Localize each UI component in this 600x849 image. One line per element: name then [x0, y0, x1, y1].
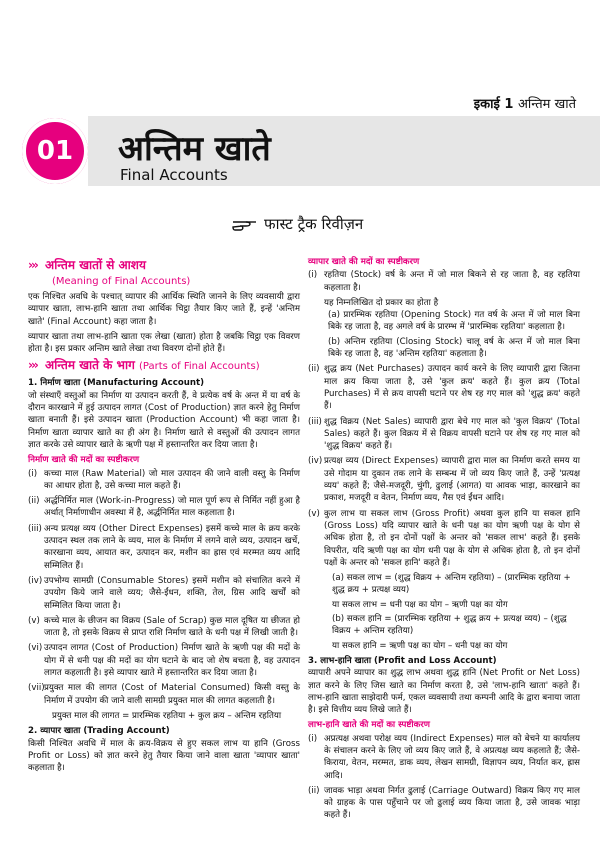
- chapter-number-badge: 01: [22, 118, 88, 184]
- paragraph: व्यापार खाता तथा लाभ-हानि खाता एक लेखा (खाता) होता है जबकि चिट्ठा एक विवरण होता है। इस प्रकार अन्तिम खाते लेखा तथा विवरण दोनों होते हैं।: [28, 331, 300, 355]
- list-item: (iv) प्रत्यक्ष व्यय (Direct Expenses) व्यापारी द्वारा माल का निर्माण करते समय या उसे गोदाम या दुकान तक लाने के सम्बन्ध में जो व्यय किए जाते हैं, उन्हें 'प्रत्यक्ष व्यय' कहते हैं; जैसे-मजदूरी, चुंगी, ढुलाई (आगत) या आवक भाड़ा, कारखाने का प्रकाश, मजदूरी व वेतन, निर्माण व्यय, गैस एवं ईंधन आदि।: [308, 456, 580, 504]
- section-heading-meaning: ››› अन्तिम खातों से आशय: [28, 258, 146, 272]
- list-item: (ii) शुद्ध क्रय (Net Purchases) उत्पादन कार्य करने के लिए व्यापारी द्वारा जितना माल क्रय किया जाता है, उसे 'कुल क्रय' कहते हैं। कुल क्रय (Total Purchases) में से क्रय वापसी घटाने पर शेष रह गए माल को 'शुद्ध क्रय' कहते हैं।: [308, 364, 580, 412]
- left-column: [28, 256, 300, 777]
- paragraph: एक निश्चित अवधि के पश्चात् व्यापार की आर्थिक स्थिति जानने के लिए व्यवसायी द्वारा व्यापार खाता, लाभ-हानि खाता तथा आर्थिक चिट्ठा तैयार किए जाते हैं, इन्हें 'अन्तिम खाते' (Final Account) कहा जाता है।: [28, 292, 300, 327]
- formula-gross-profit-alt: या सकल लाभ = धनी पक्ष का योग – ऋणी पक्ष का योग: [332, 599, 508, 610]
- section-arrow-icon: ›››: [28, 358, 37, 373]
- trading-items-list: [308, 269, 580, 294]
- list-item: (iii) अन्य प्रत्यक्ष व्यय (Other Direct Expenses) इसमें कच्चे माल के क्रय करके उत्पादन स्थल तक लाने के व्यय, माल के निर्माण में लगने वाले व्यय, उत्पादन खर्चे, कारखाना व्यय, आयात कर, उत्पादन कर, मशीन का ह्रास एवं मरम्मत व्यय आदि सम्मिलित हैं।: [28, 523, 300, 571]
- closing-stock: (b) अन्तिम रहतिया (Closing Stock) चालू वर्ष के अन्त में जो माल बिना बिके रह जाता है, वह 'अन्तिम रहतिया' कहलाता है।: [328, 336, 580, 360]
- unit-header: [474, 94, 576, 112]
- unit-title: अन्तिम खाते: [517, 97, 576, 112]
- list-item: (i) कच्चा माल (Raw Material) जो माल उत्पादन की जाने वाली वस्तु के निर्माण का आधार होता है, उसे कच्चा माल कहते हैं।: [28, 468, 300, 491]
- section-arrow-icon: ›››: [28, 258, 37, 272]
- chapter-title-english: Final Accounts: [120, 166, 228, 184]
- subheading-trading-items: व्यापार खाते की मदों का स्पष्टीकरण: [308, 257, 420, 267]
- list-item: (i) रहतिया (Stock) वर्ष के अन्त में जो माल बिकने से रह जाता है, वह रहतिया कहलाता है।: [308, 270, 580, 293]
- paragraph: व्यापारी अपने व्यापार का शुद्ध लाभ अथवा शुद्ध हानि (Net Profit or Net Loss) ज्ञात करने के लिए जिस खाते का निर्माण करता है, उसे 'लाभ-हानि खाता' कहते हैं। लाभ-हानि खाता साझेदारी फर्म, एकल व्यवसायी तथा कम्पनी आदि के द्वारा बनाया जाता है। इसे वित्तीय व्यय लिखे जाते हैं।: [308, 668, 580, 716]
- formula-gross-profit: (a) सकल लाभ = (शुद्ध विक्रय + अन्तिम रहतिया) – (प्रारम्भिक रहतिया + शुद्ध क्रय + प्रत्यक्ष व्यय): [332, 573, 571, 596]
- unit-number: इकाई 1: [473, 97, 514, 112]
- list-item: (v) कुल लाभ या सकल लाभ (Gross Profit) अथवा कुल हानि या सकल हानि (Gross Loss) यदि व्यापार खाते के धनी पक्ष का योग ऋणी पक्ष के योग से अधिक होता है, तो इन दोनों पक्षों के अन्तर को 'सकल लाभ' कहते हैं। इसके विपरीत, यदि ऋणी पक्ष का योग धनी पक्ष के योग से अधिक होता है, तो इन दोनों पक्षों के अन्तर को 'सकल हानि' कहते हैं।: [308, 508, 580, 568]
- paragraph: जो संस्थाएँ वस्तुओं का निर्माण या उत्पादन करती हैं, वे प्रत्येक वर्ष के अन्त में या वर्ष के दौरान कारखाने में हुई उत्पादन लागत (Cost of Production) ज्ञात करने हेतु निर्माण खाता बनाती हैं। इसे उत्पादन खाता (Production Account) भी कहा जाता है। निर्माण खाता व्यापार खाते का ही अंग है। निर्माण खाते से वस्तुओं की उत्पादन लागत ज्ञात करके उसे व्यापार खाते के ऋणी पक्ष में हस्तान्तरित कर दिया जाता है।: [28, 390, 300, 450]
- section-heading-parts: ››› अन्तिम खाते के भाग (Parts of Final Accounts): [28, 358, 260, 373]
- fast-track-heading: [232, 214, 363, 234]
- trading-items-list-cont: [308, 363, 580, 569]
- list-item: (i) अप्रत्यक्ष अथवा परोक्ष व्यय (Indirect Expenses) माल को बेचने या कार्यालय के संचालन करने के लिए जो व्यय किए जाते हैं, वे अप्रत्यक्ष व्यय कहलाते हैं; जैसे-किराया, वेतन, मरम्मत, डाक व्यय, लेखन सामग्री, विज्ञापन व्यय, निर्यात कर, ह्रास आदि।: [308, 733, 580, 781]
- list-item: (v) कच्चे माल के छीजन का विक्रय (Sale of Scrap) कुछ माल दूषित या छीजत हो जाता है, तो इसके विक्रय से प्राप्त राशि निर्माण खाते के धनी पक्ष में लिखी जाती है।: [28, 615, 300, 639]
- hand-pointer-icon: [232, 217, 258, 231]
- heading-trading-account: 2. व्यापार खाता (Trading Account): [28, 726, 170, 737]
- list-item: (ii) अर्द्धनिर्मित माल (Work-in-Progress) जो माल पूर्ण रूप से निर्मित नहीं हुआ है अर्थात् निर्माणाधीन अवस्था में है, अर्द्धनिर्मित माल कहलाता है।: [28, 496, 300, 519]
- list-item: (iii) शुद्ध विक्रय (Net Sales) व्यापारी द्वारा बेचे गए माल को 'कुल विक्रय' (Total Sales) कहते हैं। कुल विक्रय में से विक्रय वापसी घटाने पर शेष रह गए माल को 'शुद्ध विक्रय' कहते हैं।: [308, 416, 580, 452]
- fast-track-label: फास्ट ट्रैक रिवीज़न: [264, 215, 364, 233]
- subheading-mfg-items: निर्माण खाते की मदों का स्पष्टीकरण: [28, 455, 140, 466]
- paragraph: किसी निश्चित अवधि में माल के क्रय-विक्रय से हुए सकल लाभ या हानि (Gross Profit or Loss) को ज्ञात करने हेतु तैयार किया जाने वाला खाता 'व्यापार खाता' कहलाता है।: [28, 738, 300, 774]
- list-item: (iv) उपभोग्य सामग्री (Consumable Stores) इसमें मशीन को संचालित करने में उपयोग किये जाने वाले व्यय; जैसे-ईंधन, शक्ति, तेल, ग्रिस आदि खर्चों को सम्मिलित किया जाता है।: [28, 575, 300, 611]
- pl-items-list: [308, 733, 580, 822]
- mfg-items-list: [28, 468, 300, 707]
- chapter-title-hindi: अन्तिम खाते: [118, 129, 271, 169]
- formula-gross-loss: (b) सकल हानि = (प्रारम्भिक रहतिया + शुद्ध क्रय + प्रत्यक्ष व्यय) – (शुद्ध विक्रय + अन्तिम रहतिया): [332, 614, 567, 637]
- heading-profit-loss-account: 3. लाभ-हानि खाता (Profit and Loss Account): [308, 655, 497, 666]
- stock-types-intro: यह निम्नलिखित दो प्रकार का होता है: [324, 297, 439, 308]
- list-item: (vi) उत्पादन लागत (Cost of Production) निर्माण खाते के ऋणी पक्ष की मदों के योग में से धनी पक्ष की मदों का योग घटाने के बाद जो शेष बचता है, वह उत्पादन लागत कहलाती है। इसे व्यापार खाते में हस्तान्तरित कर दिया जाता है।: [28, 643, 300, 679]
- formula-gross-loss-alt: या सकल हानि = ऋणी पक्ष का योग – धनी पक्ष का योग: [332, 640, 508, 651]
- subheading-pl-items: लाभ-हानि खाते की मदों का स्पष्टीकरण: [308, 720, 430, 731]
- list-item: (vii) प्रयुक्त माल की लागत (Cost of Material Consumed) किसी वस्तु के निर्माण में उपयोग की जाने वाली सामग्री प्रयुक्त माल की लागत कहलाती है।: [28, 683, 300, 706]
- list-item: (ii) जावक भाड़ा अथवा निर्गत ढुलाई (Carriage Outward) विक्रय किए गए माल को ग्राहक के पास पहुँचाने पर जो ढुलाई व्यय किया जाता है, उसे जावक भाड़ा कहते हैं।: [308, 785, 580, 821]
- right-column: [308, 256, 580, 825]
- heading-manufacturing-account: 1. निर्माण खाता (Manufacturing Account): [28, 378, 205, 389]
- formula-material-consumed: प्रयुक्त माल की लागत = प्रारम्भिक रहतिया + कुल क्रय – अन्तिम रहतिया: [52, 710, 282, 721]
- opening-stock: (a) प्रारम्भिक रहतिया (Opening Stock) गत वर्ष के अन्त में जो माल बिना बिके रह जाता है, वह अगले वर्ष के प्रारम्भ में 'प्रारम्भिक रहतिया' कहलाता है।: [328, 310, 580, 333]
- section-subheading-meaning: (Meaning of Final Accounts): [52, 276, 191, 287]
